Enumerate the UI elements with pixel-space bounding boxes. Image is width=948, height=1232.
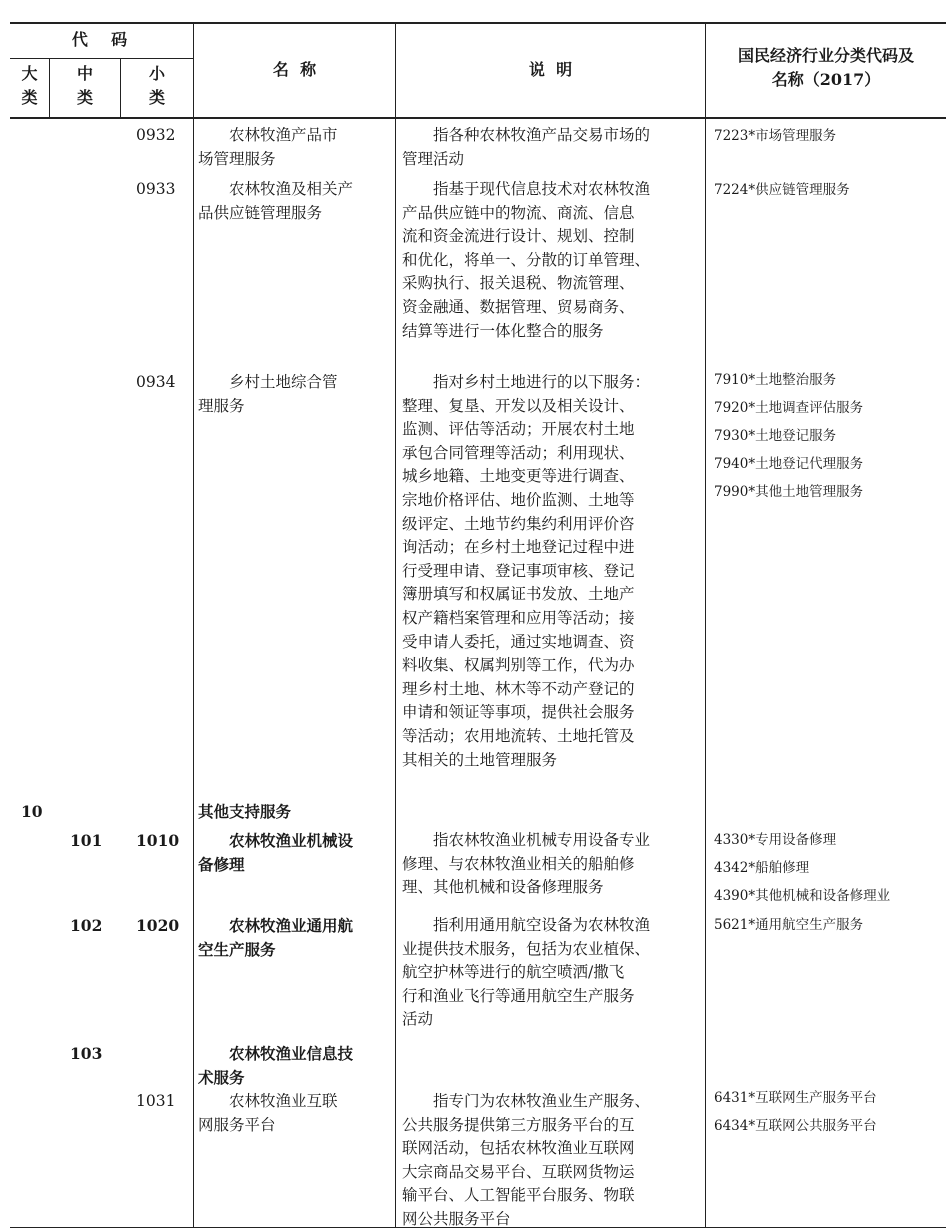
row-0932-name-line: 农林牧渔产品市	[198, 126, 338, 144]
row-1020-name-line: 空生产服务	[198, 939, 276, 959]
header-description: 说 明	[528, 60, 573, 79]
row-1020-minor-code: 1020	[136, 916, 180, 935]
row-103-name	[198, 1042, 394, 1089]
row-0933-desc-line: 指基于现代信息技术对农林牧渔	[402, 180, 651, 198]
reference-item: 6431*互联网生产服务平台	[714, 1090, 877, 1106]
row-0934-desc-line: 申请和领证等事项，提供社会服务	[402, 703, 635, 722]
row-0934-desc-line: 理乡村土地、林木等不动产登记的	[402, 679, 635, 698]
row-0934-desc-line: 行受理申请、登记事项审核、登记	[402, 561, 635, 580]
row-1020-desc-line: 行和渔业飞行等通用航空生产服务	[402, 986, 635, 1005]
row-0934-description	[402, 371, 698, 772]
reference-item: 7910*土地整治服务	[714, 372, 837, 388]
row-1031-references	[714, 1084, 944, 1140]
row-1020-desc-line: 航空护林等进行的航空喷洒/撒飞	[402, 963, 625, 982]
row-1010-desc-line: 指农林牧渔业机械专用设备专业	[402, 831, 651, 849]
row-0934-desc-line: 承包合同管理等活动；利用现状、	[402, 443, 635, 462]
row-0933-name	[198, 178, 394, 225]
row-0934-desc-line: 级评定、土地节约集约利用评价咨	[402, 514, 635, 533]
row-0933-minor-code: 0933	[136, 180, 176, 198]
row-0934-name-line: 乡村土地综合管	[198, 373, 338, 391]
reference-item: 7920*土地调查评估服务	[714, 400, 864, 416]
row-1010-name	[198, 829, 394, 876]
row-1020-references	[714, 911, 944, 939]
row-0933-name-line: 农林牧渔及相关产	[198, 180, 354, 198]
row-0934-desc-line: 簿册填写和权属证书发放、土地产	[402, 585, 635, 604]
row-0933-desc-line: 和优化，将单一、分散的订单管理、	[402, 250, 651, 269]
reference-item: 7224*供应链管理服务	[714, 182, 850, 198]
row-0933-name-line: 品供应链管理服务	[198, 203, 323, 222]
reference-item: 4330*专用设备修理	[714, 832, 837, 848]
row-0933-desc-line: 采购执行、报关退税、物流管理、	[402, 274, 635, 293]
row-0934-references	[714, 366, 944, 506]
reference-item: 4342*船舶修理	[714, 860, 810, 876]
col-divider-name	[395, 22, 396, 1228]
row-0933-desc-line: 资金融通、数据管理、贸易商务、	[402, 297, 635, 316]
header-reference-line2: 名称（2017）	[771, 70, 881, 89]
row-1020-desc-line: 活动	[402, 1010, 434, 1029]
reference-item: 6434*互联网公共服务平台	[714, 1118, 877, 1134]
row-0934-desc-line: 整理、复垦、开发以及相关设计、	[402, 396, 635, 415]
reference-item: 4390*其他机械和设备修理业	[714, 888, 891, 904]
row-10-name	[198, 800, 394, 824]
header-name: 名 称	[272, 60, 317, 79]
row-1031-description	[402, 1090, 698, 1232]
row-1020-description	[402, 914, 698, 1032]
row-0933-description	[402, 178, 698, 343]
reference-item: 7930*土地登记服务	[714, 428, 837, 444]
row-1010-name-line: 备修理	[198, 854, 245, 874]
row-0932-minor-code: 0932	[136, 126, 176, 144]
row-0932-references	[714, 122, 944, 150]
row-103-name-line: 农林牧渔业信息技	[198, 1044, 354, 1063]
row-1031-name-line: 农林牧渔业互联	[198, 1092, 338, 1110]
row-0933-desc-line: 流和资金流进行设计、规划、控制	[402, 227, 635, 246]
header-major: 大 类	[21, 64, 38, 107]
row-102-middle-code: 102	[70, 916, 103, 935]
row-0933-desc-line: 结算等进行一体化整合的服务	[402, 321, 604, 340]
row-0934-desc-line: 等活动；农用地流转、土地托管及	[402, 726, 635, 745]
row-0934-desc-line: 其相关的土地管理服务	[402, 750, 558, 769]
row-101-middle-code: 101	[70, 831, 103, 850]
row-1031-desc-line: 大宗商品交易平台、互联网货物运	[402, 1162, 635, 1181]
row-0933-references	[714, 176, 944, 204]
row-0934-desc-line: 指对乡村土地进行的以下服务：	[402, 373, 651, 391]
row-0934-desc-line: 权产籍档案管理和应用等活动；接	[402, 608, 635, 627]
row-0932-description	[402, 124, 698, 171]
row-10-name-line: 其他支持服务	[198, 802, 292, 821]
col-divider-desc	[705, 22, 706, 1228]
row-103-name-line: 术服务	[198, 1067, 245, 1087]
row-1010-description	[402, 829, 698, 900]
row-1020-desc-line: 指利用通用航空设备为农林牧渔	[402, 916, 651, 934]
reference-item: 7990*其他土地管理服务	[714, 484, 864, 500]
col-divider-code	[193, 22, 194, 1228]
row-1020-name-line: 农林牧渔业通用航	[198, 916, 354, 935]
row-0932-name	[198, 124, 394, 171]
table-top-rule	[10, 22, 946, 24]
row-1031-desc-line: 联网活动，包括农林牧渔业互联网	[402, 1139, 635, 1158]
row-1031-name	[198, 1090, 394, 1137]
row-0933-desc-line: 产品供应链中的物流、商流、信息	[402, 203, 635, 222]
row-1031-name-line: 网服务平台	[198, 1115, 276, 1134]
header-middle: 中 类	[76, 64, 93, 107]
row-0934-minor-code: 0934	[136, 373, 176, 391]
row-1031-desc-line: 输平台、人工智能平台服务、物联	[402, 1186, 635, 1205]
row-0934-desc-line: 监测、评估等活动；开展农村土地	[402, 420, 635, 439]
code-group-rule	[10, 58, 193, 59]
row-103-middle-code: 103	[70, 1044, 103, 1063]
row-0934-desc-line: 宗地价格评估、地价监测、土地等	[402, 490, 635, 509]
row-1010-desc-line: 理、其他机械和设备修理服务	[402, 878, 604, 897]
row-10-major-code: 10	[21, 802, 43, 821]
row-0934-name-line: 理服务	[198, 396, 245, 415]
reference-item: 7940*土地登记代理服务	[714, 456, 864, 472]
row-1010-desc-line: 修理、与农林牧渔业相关的船舶修	[402, 854, 635, 873]
row-0932-desc-line: 指各种农林牧渔产品交易市场的	[402, 126, 651, 144]
header-reference-line1: 国民经济行业分类代码及	[737, 46, 914, 65]
row-1031-desc-line: 网公共服务平台	[402, 1209, 511, 1228]
row-1020-name	[198, 914, 394, 961]
row-0932-desc-line: 管理活动	[402, 149, 465, 168]
row-0934-desc-line: 询活动；在乡村土地登记过程中进	[402, 538, 635, 557]
row-1031-minor-code: 1031	[136, 1092, 176, 1110]
reference-item: 7223*市场管理服务	[714, 128, 837, 144]
row-1031-desc-line: 公共服务提供第三方服务平台的互	[402, 1115, 635, 1134]
row-0934-desc-line: 城乡地籍、土地变更等进行调查、	[402, 467, 635, 486]
row-0934-name	[198, 371, 394, 418]
row-1020-desc-line: 业提供技术服务，包括为农业植保、	[402, 939, 651, 958]
row-1010-minor-code: 1010	[136, 831, 180, 850]
row-0934-desc-line: 受申请人委托，通过实地调查、资	[402, 632, 635, 651]
row-0932-name-line: 场管理服务	[198, 149, 276, 168]
header-code-group: 代 码	[71, 30, 132, 49]
header-reference	[706, 44, 946, 92]
row-1010-name-line: 农林牧渔业机械设	[198, 831, 354, 850]
header-bottom-rule	[10, 117, 946, 119]
header-minor: 小 类	[148, 64, 165, 107]
row-1010-references	[714, 826, 944, 910]
row-1031-desc-line: 指专门为农林牧渔业生产服务、	[402, 1092, 651, 1110]
row-0934-desc-line: 料收集、权属判别等工作，代为办	[402, 656, 635, 675]
reference-item: 5621*通用航空生产服务	[714, 917, 864, 933]
